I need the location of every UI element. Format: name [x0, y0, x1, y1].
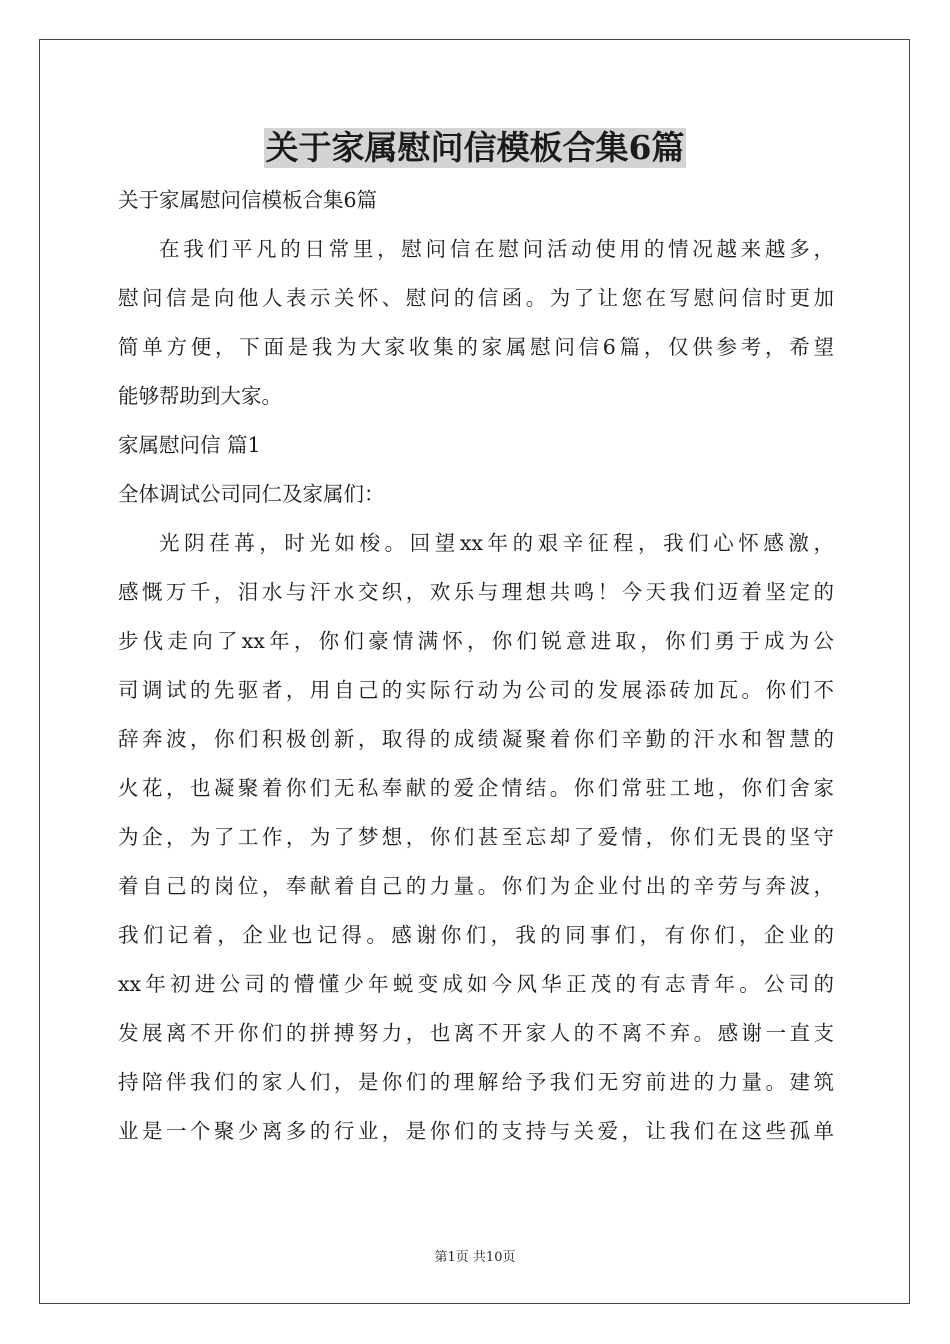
page-footer: 第1页 共10页 — [434, 1250, 516, 1265]
paragraph-line: xx年初进公司的懵懂少年蜕变成如今风华正茂的有志青年。公司的 — [118, 972, 834, 996]
paragraph-line: 慰问信是向他人表示关怀、慰问的信函。为了让您在写慰问信时更加 — [118, 286, 834, 310]
paragraph-line: 着自己的岗位，奉献着自己的力量。你们为企业付出的辛劳与奔波， — [118, 874, 834, 898]
paragraph-line: 感慨万千，泪水与汗水交织，欢乐与理想共鸣！今天我们迈着坚定的 — [118, 580, 834, 604]
paragraph-line: 光阴荏苒，时光如梭。回望xx年的艰辛征程，我们心怀感激， — [159, 531, 834, 555]
paragraph-line: 持陪伴我们的家人们，是你们的理解给予我们无穷前进的力量。建筑 — [118, 1070, 834, 1094]
paragraph-line: 司调试的先驱者，用自己的实际行动为公司的发展添砖加瓦。你们不 — [118, 678, 834, 702]
paragraph-line: 步伐走向了xx年，你们豪情满怀，你们锐意进取，你们勇于成为公 — [118, 629, 834, 653]
title-container — [0, 128, 950, 168]
subtitle-line: 关于家属慰问信模板合集6篇 — [118, 188, 378, 212]
salutation-line: 全体调试公司同仁及家属们： — [118, 482, 385, 506]
paragraph-line: 为企，为了工作，为了梦想，你们甚至忘却了爱情，你们无畏的坚守 — [118, 825, 834, 849]
paragraph-line: 我们记着，企业也记得。感谢你们，我的同事们，有你们，企业的 — [118, 923, 834, 947]
paragraph-line: 辞奔波，你们积极创新，取得的成绩凝聚着你们辛勤的汗水和智慧的 — [118, 727, 834, 751]
paragraph-line: 在我们平凡的日常里，慰问信在慰问活动使用的情况越来越多， — [159, 237, 834, 261]
paragraph-line: 能够帮助到大家。 — [118, 384, 282, 408]
paragraph-line: 发展离不开你们的拼搏努力，也离不开家人的不离不弃。感谢一直支 — [118, 1021, 834, 1045]
section-heading: 家属慰问信 篇1 — [118, 433, 261, 457]
paragraph-line: 简单方便，下面是我为大家收集的家属慰问信6篇，仅供参考，希望 — [118, 335, 834, 359]
document-body — [118, 178, 834, 1158]
paragraph-line: 业是一个聚少离多的行业，是你们的支持与关爱，让我们在这些孤单 — [118, 1119, 834, 1143]
document-title: 关于家属慰问信模板合集6篇 — [265, 128, 685, 167]
paragraph-line: 火花，也凝聚着你们无私奉献的爱企情结。你们常驻工地，你们舍家 — [118, 776, 834, 800]
